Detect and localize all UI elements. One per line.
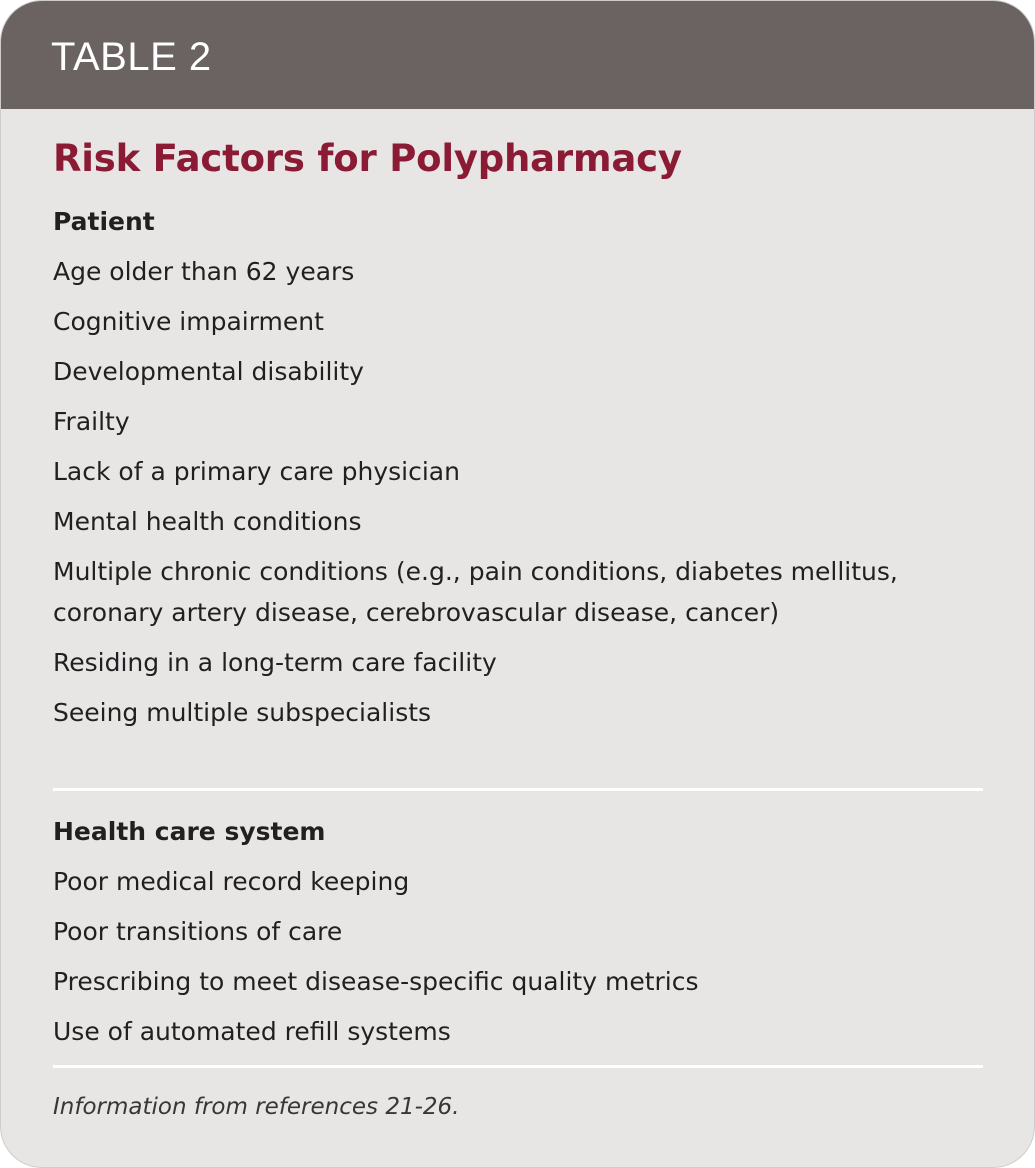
section-heading-health-care-system: Health care system: [53, 817, 326, 846]
section-divider: [53, 788, 983, 791]
section-heading-patient: Patient: [53, 207, 155, 236]
list-item: Lack of a primary care physician: [53, 457, 460, 486]
footnote-divider: [53, 1065, 983, 1068]
list-item: Poor medical record keeping: [53, 867, 410, 896]
table-banner: [1, 1, 1034, 109]
list-item: Age older than 62 years: [53, 257, 355, 286]
list-item: Poor transitions of care: [53, 917, 343, 946]
list-item: Multiple chronic conditions (e.g., pain conditions, diabetes mellitus, coronary artery disease, cerebrovascular disease, cancer): [53, 557, 898, 627]
table-title: Risk Factors for Polypharmacy: [53, 137, 682, 180]
list-item: Frailty: [53, 407, 130, 436]
footnote: Information from references 21-26.: [53, 1094, 460, 1120]
section-health-care-system: [53, 807, 983, 1057]
list-item: Prescribing to meet disease-specific quality metrics: [53, 967, 699, 996]
list-item: Seeing multiple subspecialists: [53, 698, 432, 727]
table-number-label: TABLE 2: [51, 35, 212, 79]
list-item: Use of automated refill systems: [53, 1017, 451, 1046]
list-item: Mental health conditions: [53, 507, 362, 536]
section-patient: [53, 197, 983, 738]
list-item: Residing in a long-term care facility: [53, 648, 497, 677]
list-item: Developmental disability: [53, 357, 364, 386]
list-item: Cognitive impairment: [53, 307, 324, 336]
